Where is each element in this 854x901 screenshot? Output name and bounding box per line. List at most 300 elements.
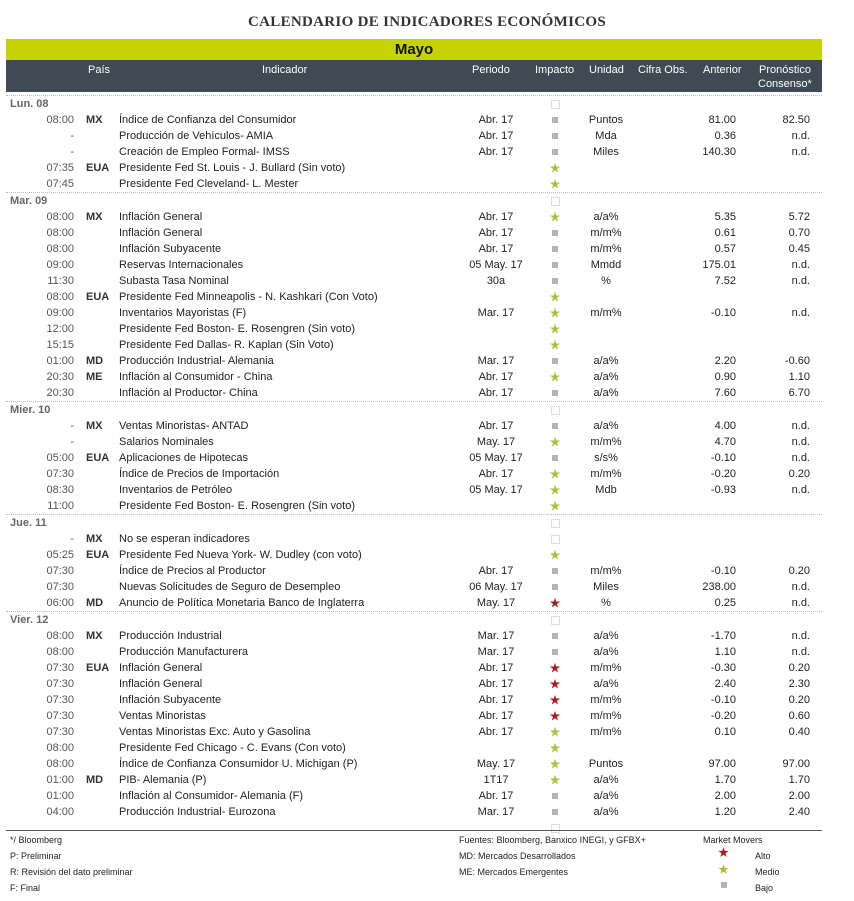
month-banner: Mayo (6, 39, 822, 60)
row-period: Abr. 17 (478, 211, 514, 223)
row-anterior: 7.60 (714, 387, 736, 399)
row-country: EUA (86, 662, 110, 674)
table-row (6, 740, 822, 756)
impact-alto-star-icon (543, 692, 567, 708)
row-anterior: -0.10 (710, 452, 736, 464)
row-period: 06 May. 17 (469, 581, 523, 593)
impact-alto-star-icon (543, 708, 567, 724)
col-periodo: Periodo (472, 64, 510, 76)
impact-medio-star-icon (543, 498, 567, 514)
row-indicator: Inflación Subyacente (119, 243, 222, 255)
impact-medio-star-icon (543, 369, 567, 385)
col-pronostico: Pronóstico (759, 64, 811, 76)
row-country: EUA (86, 162, 110, 174)
row-consenso: 5.72 (788, 211, 810, 223)
row-indicator: Producción de Vehículos- AMIA (119, 130, 274, 142)
row-unit: a/a% (593, 630, 619, 642)
legend-alto: Alto (755, 851, 771, 861)
row-country: EUA (86, 291, 110, 303)
row-time: 09:00 (46, 259, 74, 271)
row-period: Abr. 17 (478, 678, 514, 690)
row-consenso: n.d. (791, 307, 810, 319)
impact-empty-icon (543, 531, 567, 547)
row-time: 09:00 (46, 307, 74, 319)
row-consenso: n.d. (791, 484, 810, 496)
row-indicator: Subasta Tasa Nominal (119, 275, 229, 287)
impact-bajo-square-icon (543, 225, 567, 241)
row-unit: m/m% (590, 662, 622, 674)
row-time: - (70, 420, 74, 432)
empty-impact-icon (543, 193, 567, 209)
col-cifra-obs: Cifra Obs. (638, 64, 688, 76)
table-row (6, 176, 822, 192)
row-consenso: 0.20 (788, 662, 810, 674)
row-indicator: Presidente Fed Boston- E. Rosengren (Sin voto) (119, 500, 356, 512)
row-time: 07:30 (46, 710, 74, 722)
row-consenso: 2.00 (788, 790, 810, 802)
impact-medio-star-icon (543, 209, 567, 225)
row-time: 05:25 (46, 549, 74, 561)
row-consenso: 0.60 (788, 710, 810, 722)
table-row (6, 708, 822, 724)
impact-medio-star-icon (543, 466, 567, 482)
row-anterior: 0.90 (714, 371, 736, 383)
row-time: - (70, 436, 74, 448)
row-anterior: 2.00 (714, 790, 736, 802)
row-anterior: 1.10 (714, 646, 736, 658)
row-time: 08:00 (46, 291, 74, 303)
row-indicator: Anuncio de Política Monetaria Banco de Inglaterra (119, 597, 365, 609)
row-period: Abr. 17 (478, 565, 514, 577)
row-unit: m/m% (590, 468, 622, 480)
row-anterior: 140.30 (702, 146, 736, 158)
row-indicator: Creación de Empleo Formal- IMSS (119, 146, 290, 158)
impact-medio-star-icon (543, 756, 567, 772)
row-anterior: 2.40 (714, 678, 736, 690)
row-indicator: Índice de Precios al Productor (119, 565, 266, 577)
row-country: MD (86, 774, 104, 786)
row-period: 30a (486, 275, 506, 287)
row-anterior: 175.01 (702, 259, 736, 271)
day-header (6, 514, 822, 531)
row-indicator: Índice de Confianza Consumidor U. Michigan (P) (119, 758, 358, 770)
row-time: 07:30 (46, 726, 74, 738)
row-unit: Puntos (588, 114, 624, 126)
col-pais: País (88, 64, 111, 76)
table-row (6, 321, 822, 337)
row-time: 08:00 (46, 646, 74, 658)
row-anterior: 4.70 (714, 436, 736, 448)
row-indicator: Aplicaciones de Hipotecas (119, 452, 249, 464)
row-indicator: Nuevas Solicitudes de Seguro de Desempleo (119, 581, 341, 593)
table-row (6, 273, 822, 289)
row-anterior: 1.20 (714, 806, 736, 818)
calendar-table (6, 95, 822, 836)
row-indicator: Salarios Nominales (119, 436, 214, 448)
row-period: Abr. 17 (478, 371, 514, 383)
table-row (6, 112, 822, 128)
impact-bajo-square-icon (543, 273, 567, 289)
row-country: MX (86, 420, 103, 432)
row-consenso: 0.20 (788, 694, 810, 706)
table-header (6, 60, 822, 92)
row-indicator: Inflación Subyacente (119, 694, 222, 706)
row-indicator: Inflación al Consumidor - China (119, 371, 273, 383)
row-unit: % (601, 597, 611, 609)
row-period: 05 May. 17 (469, 452, 523, 464)
row-consenso: n.d. (791, 146, 810, 158)
table-row (6, 305, 822, 321)
row-consenso: n.d. (791, 597, 810, 609)
impact-bajo-square-icon (543, 353, 567, 369)
table-row (6, 756, 822, 772)
row-indicator: Inventarios Mayoristas (F) (119, 307, 247, 319)
row-anterior: 0.57 (714, 243, 736, 255)
row-time: - (70, 533, 74, 545)
empty-impact-icon (543, 515, 567, 531)
row-country: ME (86, 371, 103, 383)
table-row (6, 498, 822, 514)
row-time: 08:00 (46, 630, 74, 642)
row-indicator: No se esperan indicadores (119, 533, 250, 545)
row-anterior: -1.70 (710, 630, 736, 642)
row-unit: Mmdd (590, 259, 622, 271)
row-consenso: 0.45 (788, 243, 810, 255)
row-period: 05 May. 17 (469, 484, 523, 496)
row-unit: Mda (595, 130, 617, 142)
row-unit: a/a% (593, 774, 619, 786)
impact-bajo-square-icon (543, 128, 567, 144)
table-row (6, 257, 822, 273)
row-time: 07:30 (46, 694, 74, 706)
impact-medio-star-icon (543, 772, 567, 788)
row-consenso: n.d. (791, 275, 810, 287)
row-indicator: Inflación General (119, 211, 203, 223)
row-indicator: Producción Industrial (119, 630, 222, 642)
day-header (6, 95, 822, 112)
row-indicator: Producción Industrial- Alemania (119, 355, 274, 367)
row-unit: m/m% (590, 227, 622, 239)
table-row (6, 128, 822, 144)
row-consenso: n.d. (791, 420, 810, 432)
row-time: 07:30 (46, 468, 74, 480)
row-unit: s/s% (594, 452, 618, 464)
row-unit: Miles (593, 146, 619, 158)
row-time: 08:00 (46, 227, 74, 239)
legend-bajo-square-icon (721, 882, 727, 888)
table-row (6, 788, 822, 804)
day-label: Mier. 10 (10, 404, 51, 416)
row-indicator: Inflación General (119, 227, 203, 239)
row-consenso: n.d. (791, 581, 810, 593)
row-country: MD (86, 597, 104, 609)
row-time: 08:00 (46, 211, 74, 223)
row-indicator: Índice de Confianza del Consumidor (119, 114, 297, 126)
row-indicator: Inflación General (119, 678, 203, 690)
footnote-me: ME: Mercados Emergentes (459, 867, 569, 877)
impact-bajo-square-icon (543, 804, 567, 820)
row-indicator: Presidente Fed St. Louis - J. Bullard (Sin voto) (119, 162, 346, 174)
row-indicator: Inflación al Productor- China (119, 387, 258, 399)
row-time: 08:00 (46, 742, 74, 754)
impact-alto-star-icon (543, 660, 567, 676)
row-time: 07:45 (46, 178, 74, 190)
row-time: 04:00 (46, 806, 74, 818)
row-consenso: 0.70 (788, 227, 810, 239)
impact-bajo-square-icon (543, 628, 567, 644)
row-indicator: Presidente Fed Minneapolis - N. Kashkari (Con Voto) (119, 291, 378, 303)
row-consenso: 1.70 (788, 774, 810, 786)
table-row (6, 353, 822, 369)
row-indicator: PIB- Alemania (P) (119, 774, 207, 786)
col-indicador: Indicador (262, 64, 308, 76)
table-row (6, 804, 822, 820)
table-row (6, 418, 822, 434)
table-row-end (6, 820, 822, 836)
row-time: 15:15 (46, 339, 74, 351)
impact-medio-star-icon (543, 321, 567, 337)
impact-alto-star-icon (543, 676, 567, 692)
table-row (6, 450, 822, 466)
impact-bajo-square-icon (543, 418, 567, 434)
table-row (6, 547, 822, 563)
row-anterior: 7.52 (714, 275, 736, 287)
footnote-md: MD: Mercados Desarrollados (459, 851, 576, 861)
row-period: Mar. 17 (477, 806, 515, 818)
page-title: CALENDARIO DE INDICADORES ECONÓMICOS (248, 14, 606, 30)
table-row (6, 209, 822, 225)
row-time: 05:00 (46, 452, 74, 464)
row-period: Abr. 17 (478, 468, 514, 480)
table-row (6, 241, 822, 257)
impact-bajo-square-icon (543, 385, 567, 401)
impact-bajo-square-icon (543, 579, 567, 595)
row-consenso: 0.20 (788, 565, 810, 577)
table-row (6, 160, 822, 176)
col-unidad: Unidad (589, 64, 624, 76)
impact-medio-star-icon (543, 176, 567, 192)
day-header (6, 192, 822, 209)
row-anterior: 81.00 (708, 114, 736, 126)
row-indicator: Inventarios de Petróleo (119, 484, 233, 496)
col-impacto: Impacto (535, 64, 575, 76)
row-time: 01:00 (46, 790, 74, 802)
row-consenso: 0.40 (788, 726, 810, 738)
empty-impact-icon (543, 820, 567, 836)
table-row (6, 434, 822, 450)
row-unit: m/m% (590, 565, 622, 577)
table-row (6, 144, 822, 160)
row-anterior: 2.20 (714, 355, 736, 367)
col-anterior: Anterior (703, 64, 742, 76)
row-period: Abr. 17 (478, 662, 514, 674)
row-unit: Miles (593, 581, 619, 593)
row-consenso: 1.10 (788, 371, 810, 383)
row-anterior: 4.00 (714, 420, 736, 432)
row-country: EUA (86, 452, 110, 464)
row-time: 08:00 (46, 243, 74, 255)
row-period: Abr. 17 (478, 387, 514, 399)
table-row (6, 563, 822, 579)
footnote-preliminar: P: Preliminar (10, 851, 62, 861)
impact-medio-star-icon (543, 160, 567, 176)
row-period: Abr. 17 (478, 146, 514, 158)
row-time: 07:30 (46, 581, 74, 593)
row-time: 01:00 (46, 774, 74, 786)
row-period: 05 May. 17 (469, 259, 523, 271)
table-row (6, 660, 822, 676)
empty-impact-icon (543, 612, 567, 628)
impact-bajo-square-icon (543, 788, 567, 804)
day-label: Mar. 09 (10, 195, 48, 207)
row-unit: % (601, 275, 611, 287)
row-anterior: 0.36 (714, 130, 736, 142)
day-header (6, 611, 822, 628)
legend-medio: Medio (755, 867, 780, 877)
row-country: MX (86, 211, 103, 223)
empty-impact-icon (543, 402, 567, 418)
row-unit: m/m% (590, 710, 622, 722)
impact-bajo-square-icon (543, 112, 567, 128)
row-consenso: 6.70 (788, 387, 810, 399)
footnote-bloomberg: */ Bloomberg (10, 835, 63, 845)
impact-medio-star-icon (543, 547, 567, 563)
day-label: Lun. 08 (10, 98, 49, 110)
row-unit: m/m% (590, 694, 622, 706)
footer-divider (6, 830, 822, 831)
row-time: 08:30 (46, 484, 74, 496)
row-indicator: Ventas Minoristas- ANTAD (119, 420, 249, 432)
row-consenso: 97.00 (782, 758, 810, 770)
row-indicator: Presidente Fed Boston- E. Rosengren (Sin voto) (119, 323, 356, 335)
row-unit: a/a% (593, 646, 619, 658)
row-anterior: 238.00 (702, 581, 736, 593)
row-indicator: Presidente Fed Dallas- R. Kaplan (Sin Voto) (119, 339, 334, 351)
row-anterior: 5.35 (714, 211, 736, 223)
row-indicator: Producción Manufacturera (119, 646, 249, 658)
row-anterior: 1.70 (714, 774, 736, 786)
row-time: 01:00 (46, 355, 74, 367)
row-time: - (70, 146, 74, 158)
row-country: MX (86, 533, 103, 545)
empty-impact-icon (543, 96, 567, 112)
table-row (6, 482, 822, 498)
row-unit: Puntos (588, 758, 624, 770)
row-unit: m/m% (590, 243, 622, 255)
row-period: Abr. 17 (478, 694, 514, 706)
row-period: Abr. 17 (478, 243, 514, 255)
row-time: 11:30 (47, 275, 74, 287)
table-row (6, 595, 822, 611)
row-period: Mar. 17 (477, 355, 515, 367)
impact-bajo-square-icon (543, 241, 567, 257)
impact-medio-star-icon (543, 305, 567, 321)
impact-medio-star-icon (543, 724, 567, 740)
footnote-revision: R: Revisión del dato preliminar (10, 867, 133, 877)
row-country: MD (86, 355, 104, 367)
table-row (6, 644, 822, 660)
row-anterior: -0.30 (710, 662, 736, 674)
row-period: Abr. 17 (478, 710, 514, 722)
row-consenso: n.d. (791, 630, 810, 642)
legend-medio-star-icon (718, 864, 729, 875)
row-time: 20:30 (46, 371, 74, 383)
row-time: 20:30 (46, 387, 74, 399)
table-row (6, 724, 822, 740)
row-anterior: -0.10 (710, 565, 736, 577)
impact-bajo-square-icon (543, 644, 567, 660)
table-row (6, 289, 822, 305)
row-anterior: -0.93 (710, 484, 736, 496)
table-row (6, 337, 822, 353)
row-unit: m/m% (590, 726, 622, 738)
impact-bajo-square-icon (543, 144, 567, 160)
impact-medio-star-icon (543, 289, 567, 305)
row-time: - (70, 130, 74, 142)
impact-bajo-square-icon (543, 450, 567, 466)
row-anterior: 0.61 (714, 227, 736, 239)
row-unit: a/a% (593, 371, 619, 383)
row-period: May. 17 (476, 597, 516, 609)
row-period: 1T17 (483, 774, 509, 786)
row-period: Abr. 17 (478, 114, 514, 126)
table-row (6, 692, 822, 708)
table-row (6, 628, 822, 644)
row-consenso: 82.50 (782, 114, 810, 126)
row-anterior: -0.20 (710, 710, 736, 722)
row-period: May. 17 (476, 758, 516, 770)
row-indicator: Inflación al Consumidor- Alemania (F) (119, 790, 304, 802)
row-anterior: 0.10 (714, 726, 736, 738)
day-label: Jue. 11 (10, 517, 47, 529)
row-period: May. 17 (476, 436, 516, 448)
row-country: MX (86, 114, 103, 126)
row-unit: a/a% (593, 420, 619, 432)
row-consenso: -0.60 (784, 355, 810, 367)
row-time: 07:30 (46, 678, 74, 690)
table-row (6, 369, 822, 385)
impact-medio-star-icon (543, 740, 567, 756)
row-period: Abr. 17 (478, 227, 514, 239)
row-time: 07:30 (46, 565, 74, 577)
row-consenso: n.d. (791, 130, 810, 142)
row-country: EUA (86, 549, 110, 561)
table-row (6, 385, 822, 401)
row-period: Mar. 17 (477, 307, 515, 319)
row-consenso: 2.30 (788, 678, 810, 690)
row-period: Mar. 17 (477, 646, 515, 658)
row-time: 06:00 (46, 597, 74, 609)
row-consenso: n.d. (791, 259, 810, 271)
row-unit: a/a% (593, 355, 619, 367)
row-period: Mar. 17 (477, 630, 515, 642)
row-consenso: 0.20 (788, 468, 810, 480)
table-row (6, 225, 822, 241)
footnote-final: F: Final (10, 883, 41, 893)
row-indicator: Presidente Fed Nueva York- W. Dudley (con voto) (119, 549, 362, 561)
row-unit: a/a% (593, 387, 619, 399)
row-period: Abr. 17 (478, 420, 514, 432)
row-consenso: 2.40 (788, 806, 810, 818)
row-time: 12:00 (46, 323, 74, 335)
col-consenso: Consenso* (758, 78, 812, 90)
row-unit: a/a% (593, 678, 619, 690)
impact-bajo-square-icon (543, 563, 567, 579)
row-consenso: n.d. (791, 452, 810, 464)
impact-alto-star-icon (543, 595, 567, 611)
row-anterior: -0.20 (710, 468, 736, 480)
row-time: 08:00 (46, 758, 74, 770)
